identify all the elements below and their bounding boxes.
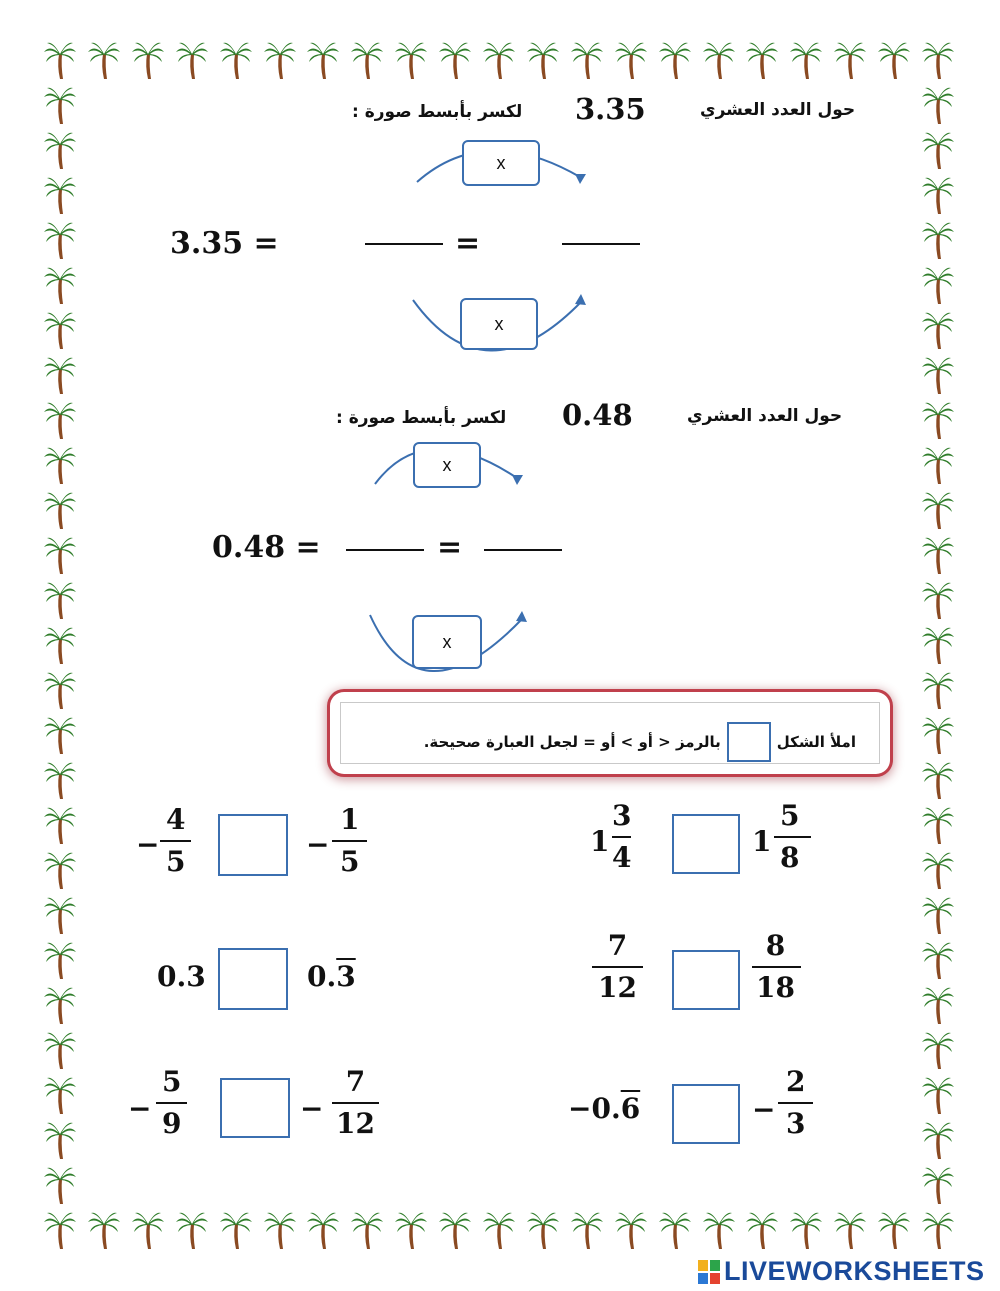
palm-tree-icon <box>351 1210 383 1250</box>
palm-tree-icon <box>922 265 954 305</box>
palm-tree-icon <box>922 130 954 170</box>
answer-blank-2a[interactable] <box>346 549 424 551</box>
numerator: 2 <box>786 1065 806 1098</box>
palm-tree-icon <box>44 1030 76 1070</box>
palm-tree-icon <box>571 1210 603 1250</box>
numerator: 7 <box>345 1065 366 1098</box>
r1-right-b-fraction <box>780 800 799 874</box>
palm-tree-icon <box>790 1210 822 1250</box>
palm-tree-icon <box>922 400 954 440</box>
palm-tree-icon <box>44 940 76 980</box>
palm-tree-icon <box>527 40 559 80</box>
r3-left-a-sign: − <box>128 1092 152 1125</box>
comparison-box-r3-left[interactable] <box>220 1078 290 1138</box>
palm-tree-icon <box>922 760 954 800</box>
comparison-box-r2-left[interactable] <box>218 948 288 1010</box>
palm-tree-icon <box>746 40 778 80</box>
multiplier-input-bottom-2[interactable]: x <box>412 615 482 669</box>
palm-tree-icon <box>922 850 954 890</box>
palm-tree-icon <box>922 1120 954 1160</box>
r1-right-a-fraction <box>612 800 631 874</box>
palm-tree-icon <box>44 1165 76 1205</box>
r2-left-b-value <box>307 960 356 993</box>
denominator: 8 <box>780 841 800 875</box>
palm-tree-icon <box>746 1210 778 1250</box>
multiplier-input-top-2[interactable]: x <box>413 442 481 488</box>
palm-tree-icon <box>922 625 954 665</box>
palm-tree-icon <box>439 1210 471 1250</box>
denominator: 12 <box>598 971 637 1005</box>
palm-tree-icon <box>44 625 76 665</box>
palm-tree-icon <box>790 40 822 80</box>
palm-tree-icon <box>922 670 954 710</box>
banner-text-start: املأ الشكل <box>776 733 856 751</box>
palm-tree-icon <box>922 805 954 845</box>
r1-left-b-fraction <box>340 804 359 878</box>
numerator: 7 <box>607 929 628 962</box>
r2-right-a-fraction <box>598 930 637 1004</box>
numerator: 1 <box>340 803 360 836</box>
palm-tree-icon <box>922 310 954 350</box>
numerator: 5 <box>162 1065 182 1098</box>
palm-tree-icon <box>44 265 76 305</box>
equals-sign-2: = <box>437 530 463 565</box>
palm-tree-icon <box>395 40 427 80</box>
equals-sign-1: = <box>455 226 481 261</box>
palm-tree-icon <box>483 40 515 80</box>
instruction-banner <box>330 692 890 774</box>
numerator: 8 <box>765 929 786 962</box>
r2-left-b-repeating-digit: 3 <box>336 960 356 993</box>
palm-tree-icon <box>922 1075 954 1115</box>
palm-tree-icon <box>44 490 76 530</box>
palm-tree-icon <box>132 40 164 80</box>
r1-left-a-sign: − <box>136 828 160 861</box>
multiplier-input-top-1[interactable]: x <box>462 140 540 186</box>
palm-tree-icon <box>703 40 735 80</box>
palm-tree-icon <box>44 40 76 80</box>
palm-tree-icon <box>527 1210 559 1250</box>
r3-right-a-integer: −0. <box>568 1092 621 1125</box>
r3-right-a-value <box>568 1092 640 1125</box>
denominator: 9 <box>162 1107 182 1141</box>
palm-tree-icon <box>834 1210 866 1250</box>
denominator: 5 <box>166 845 186 879</box>
palm-tree-icon <box>307 40 339 80</box>
banner-text-end: بالرمز < أو > أو = لجعل العبارة صحيحة. <box>423 733 721 751</box>
palm-tree-icon <box>88 40 120 80</box>
palm-tree-icon <box>264 40 296 80</box>
palm-tree-icon <box>922 175 954 215</box>
palm-tree-icon <box>483 1210 515 1250</box>
palm-tree-icon <box>176 1210 208 1250</box>
palm-tree-icon <box>922 355 954 395</box>
palm-tree-icon <box>922 490 954 530</box>
palm-tree-icon <box>44 985 76 1025</box>
palm-tree-icon <box>439 40 471 80</box>
numerator: 3 <box>612 799 632 832</box>
palm-tree-icon <box>615 40 647 80</box>
palm-tree-icon <box>44 580 76 620</box>
r3-left-b-fraction <box>336 1066 375 1140</box>
r3-left-a-fraction <box>162 1066 181 1140</box>
instruction-1-start: حول العدد العشري <box>700 100 856 120</box>
answer-blank-1b[interactable] <box>562 243 640 245</box>
denominator: 12 <box>336 1107 375 1141</box>
palm-tree-icon <box>922 220 954 260</box>
palm-tree-icon <box>44 850 76 890</box>
palm-tree-icon <box>44 670 76 710</box>
denominator: 5 <box>340 845 360 879</box>
r1-right-b-whole: 1 <box>752 825 772 858</box>
palm-tree-icon <box>44 715 76 755</box>
palm-tree-icon <box>922 715 954 755</box>
logo-text: LIVEWORKSHEETS <box>724 1256 985 1286</box>
equation-2-left: 0.48 = <box>212 530 321 565</box>
palm-tree-icon <box>132 1210 164 1250</box>
instruction-2-decimal: 0.48 <box>562 398 633 432</box>
palm-tree-icon <box>351 40 383 80</box>
comparison-box-r3-right[interactable] <box>672 1084 740 1144</box>
palm-tree-icon <box>44 85 76 125</box>
r2-left-b-integer: 0. <box>307 960 337 993</box>
comparison-box-r1-left[interactable] <box>218 814 288 876</box>
numerator: 5 <box>780 799 800 832</box>
palm-tree-icon <box>44 535 76 575</box>
palm-tree-icon <box>571 40 603 80</box>
instruction-1-decimal: 3.35 <box>575 92 646 126</box>
palm-tree-icon <box>922 1165 954 1205</box>
r3-right-a-repeating-digit: 6 <box>620 1092 641 1125</box>
liveworksheets-logo <box>698 1256 985 1287</box>
palm-tree-icon <box>922 535 954 575</box>
r3-right-b-fraction <box>786 1066 805 1140</box>
numerator: 4 <box>166 803 186 836</box>
palm-tree-icon <box>878 1210 910 1250</box>
denominator: 18 <box>756 971 795 1005</box>
instruction-2-end: لكسر بأبسط صورة : <box>336 408 507 428</box>
palm-tree-icon <box>922 895 954 935</box>
answer-blank-1a[interactable] <box>365 243 443 245</box>
palm-tree-icon <box>834 40 866 80</box>
palm-tree-icon <box>659 1210 691 1250</box>
palm-tree-icon <box>703 1210 735 1250</box>
palm-tree-icon <box>922 85 954 125</box>
palm-tree-icon <box>878 40 910 80</box>
multiplier-input-bottom-1[interactable]: x <box>460 298 538 350</box>
palm-tree-icon <box>922 445 954 485</box>
answer-blank-2b[interactable] <box>484 549 562 551</box>
palm-tree-icon <box>922 940 954 980</box>
r1-left-b-sign: − <box>306 828 330 861</box>
palm-tree-icon <box>44 310 76 350</box>
palm-tree-icon <box>922 40 954 80</box>
r3-right-b-sign: − <box>752 1093 776 1126</box>
r2-right-b-fraction <box>756 930 795 1004</box>
r3-left-b-sign: − <box>300 1092 324 1125</box>
palm-tree-icon <box>922 1030 954 1070</box>
palm-tree-icon <box>922 1210 954 1250</box>
palm-tree-icon <box>44 895 76 935</box>
r1-left-a-fraction <box>166 804 185 878</box>
instruction-2-start: حول العدد العشري <box>687 406 843 426</box>
palm-tree-icon <box>88 1210 120 1250</box>
palm-tree-icon <box>44 1210 76 1250</box>
palm-tree-icon <box>44 400 76 440</box>
palm-tree-icon <box>220 1210 252 1250</box>
logo-mark-icon <box>698 1260 720 1284</box>
r2-left-a-value: 0.3 <box>157 960 206 993</box>
palm-tree-icon <box>44 1075 76 1115</box>
palm-tree-icon <box>176 40 208 80</box>
palm-tree-icon <box>44 1120 76 1160</box>
palm-tree-icon <box>922 985 954 1025</box>
palm-tree-icon <box>264 1210 296 1250</box>
equation-1-left: 3.35 = <box>170 226 279 261</box>
comparison-box-r2-right[interactable] <box>672 950 740 1010</box>
palm-tree-icon <box>44 445 76 485</box>
palm-tree-icon <box>44 760 76 800</box>
r1-right-a-whole: 1 <box>590 825 610 858</box>
denominator: 3 <box>786 1107 806 1141</box>
banner-shape-box <box>727 722 771 762</box>
instruction-1-end: لكسر بأبسط صورة : <box>352 102 523 122</box>
palm-tree-icon <box>307 1210 339 1250</box>
palm-tree-icon <box>44 130 76 170</box>
denominator: 4 <box>612 841 632 875</box>
palm-tree-icon <box>44 220 76 260</box>
palm-tree-icon <box>659 40 691 80</box>
palm-tree-icon <box>395 1210 427 1250</box>
palm-tree-icon <box>922 580 954 620</box>
palm-tree-icon <box>44 805 76 845</box>
palm-tree-icon <box>44 175 76 215</box>
palm-tree-icon <box>44 355 76 395</box>
comparison-box-r1-right[interactable] <box>672 814 740 874</box>
palm-tree-icon <box>220 40 252 80</box>
palm-tree-icon <box>615 1210 647 1250</box>
